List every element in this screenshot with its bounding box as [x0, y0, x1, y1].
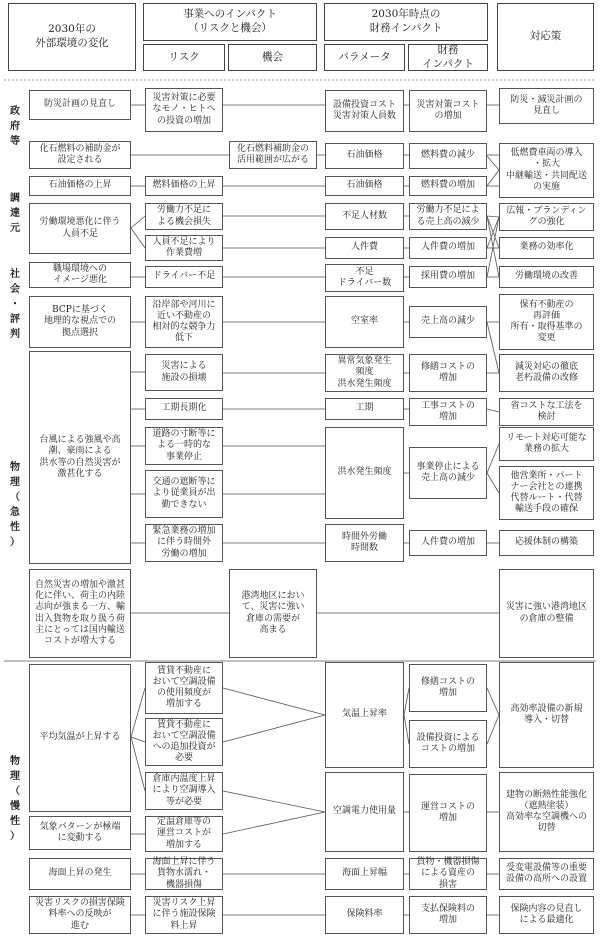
fin-f1: 災害対策コスト の増加 — [409, 90, 487, 132]
category-proc: 調 達 元 — [10, 192, 20, 234]
header-env: 2030年の 外部環境の変化 — [8, 3, 136, 71]
fin-f3: 燃料費の増加 — [409, 176, 487, 196]
param-p3: 石油価格 — [325, 176, 404, 196]
risk-r6: 沿岸部や河川に 近い不動産の 相対的な競争力 低下 — [145, 296, 223, 348]
fin-f14: 運営コストの 増加 — [409, 774, 487, 852]
env-e3: 石油価格の上昇 — [29, 176, 131, 196]
env-e6: BCPに基づく 地理的な視点での 拠点選択 — [29, 296, 131, 348]
env-e5: 職場環境への イメージ悪化 — [29, 262, 131, 288]
header-risk: リスク — [143, 44, 225, 71]
measure-m8: 省コストな工法を 検討 — [499, 398, 594, 426]
param-p14: 海面上昇幅 — [325, 858, 404, 890]
env-e1: 防災計画の見直し — [29, 90, 131, 120]
risk-r11: 緊急業務の増加 に伴う時間外 労働の増加 — [145, 524, 223, 562]
risk-r3: 労働力不足に よる機会損失 — [145, 203, 223, 230]
risk-r4: 人員不足により 作業費増 — [145, 235, 223, 261]
measure-m12: 災害に強い港湾地区 の倉庫の整備 — [499, 569, 594, 658]
fin-f15: 貨物・機器損傷 による資産の 損害 — [409, 858, 487, 890]
param-p13: 空調電力使用量 — [325, 772, 404, 852]
risk-r2: 燃料価格の上昇 — [145, 176, 223, 196]
category-soc: 社 会 ・ 評 判 — [10, 268, 20, 340]
param-p2: 石油価格 — [325, 143, 404, 169]
measure-m15: 受変電設備等の重要 設備の高所への設置 — [499, 858, 594, 890]
opp-o2: 港湾地区におい て、災害に強い 倉庫の需要が 高まる — [229, 569, 317, 658]
fin-f4: 労働力不足によ る売上高の減少 — [409, 203, 487, 230]
header-measures: 対応策 — [497, 3, 594, 71]
fin-f7: 売上高の減少 — [409, 306, 487, 338]
measure-m13: 高効率設備の新規 導入・切替 — [499, 662, 594, 768]
fin-f9: 工事コストの 増加 — [409, 398, 487, 426]
measure-m9: リモート対応可能な 業務の拡大 — [499, 427, 594, 461]
risk-r12: 賃貸不動産に おいて空調設備 の使用頻度が 増加する — [145, 662, 223, 714]
param-p9: 工期 — [325, 398, 404, 420]
param-p6: 不足 ドライバー数 — [325, 264, 404, 292]
fin-f2: 燃料費の減少 — [409, 143, 487, 169]
risk-r1: 災害対策に必要 なモノ・ヒトへ の投資の増加 — [145, 88, 223, 132]
risk-r9: 道路の寸断等に よる一時的な 事業停止 — [145, 427, 223, 465]
param-p4: 不足人材数 — [325, 203, 404, 230]
env-e8: 自然災害の増加や激甚 化に伴い、荷主の内陸 志向が強まる一方、輸 出入貨物を取り扱う荷 主にとっては国内輸送 コストが増大する — [29, 569, 131, 658]
param-p15: 保険料率 — [325, 896, 404, 934]
measure-m16: 保険内容の見直し による最適化 — [499, 896, 594, 934]
measure-m7: 減災対応の徹底 老朽設備の改修 — [499, 354, 594, 392]
measure-m3: 広報・ブランディン グの強化 — [499, 203, 594, 231]
measure-m10: 他営業所・パート ナー会社との連携 代替ルート・代替 輸送手段の確保 — [499, 466, 594, 520]
param-p1: 設備投資コスト 災害対策人員数 — [325, 90, 404, 132]
fin-f11: 人件費の増加 — [409, 530, 487, 556]
measure-m5: 労働環境の改善 — [499, 266, 594, 288]
measure-m2: 低燃費車両の導入 ・拡大 中継輸送・共同配送 の実施 — [499, 143, 594, 198]
fin-f16: 支払保険料の 増加 — [409, 896, 487, 934]
header-opportunity: 機会 — [228, 44, 317, 71]
risk-r14: 倉庫内温度上昇 により空調導入 等が必要 — [145, 772, 223, 810]
category-gov: 政 府 等 — [10, 105, 20, 147]
env-e4: 労働環境悪化に伴う 人員不足 — [29, 203, 131, 254]
fin-f12: 修繕コストの 増加 — [409, 664, 487, 712]
param-p12: 気温上昇率 — [325, 662, 404, 768]
env-e7: 台風による強風や高 潮、豪雨による 洪水等の自然災害が 激甚化する — [29, 351, 131, 564]
header-param: パラメータ — [324, 44, 405, 71]
param-p11: 時間外労働 時間数 — [325, 524, 404, 562]
env-e9: 平均気温が上昇する — [29, 664, 131, 812]
fin-f8: 修繕コストの 増加 — [409, 354, 487, 392]
measure-m6: 保有不動産の 再評価 所有・取得基準の 変更 — [499, 294, 594, 350]
risk-r16: 海面上昇に伴う 貨物水濡れ・ 機器損傷 — [145, 858, 223, 890]
param-p10: 洪水発生頻度 — [325, 427, 404, 519]
fin-f6: 採用費の増加 — [409, 266, 487, 288]
header-impact: 事業へのインパクト （リスクと機会） — [143, 3, 317, 41]
measure-m1: 防災・減災計画の 見直し — [499, 88, 594, 124]
measure-m14: 建物の断熱性能強化 （遮熱塗装） 高効率な空調機への 切替 — [499, 772, 594, 852]
opp-o1: 化石燃料補助金の 活用範囲が広がる — [229, 141, 317, 169]
category-chronic: 物 理 （ 慢 性 ） — [10, 756, 20, 842]
header-fin: 2030年時点の 財務インパクト — [324, 3, 488, 41]
measure-m4: 業務の効率化 — [499, 237, 594, 259]
measure-m11: 応援体制の構築 — [499, 530, 594, 556]
risk-r15: 定温倉庫等の 運営コストが 増加する — [145, 816, 223, 852]
risk-r7: 災害による 施設の損壊 — [145, 354, 223, 391]
fin-f10: 事業停止による 売上高の減少 — [409, 447, 487, 499]
risk-r17: 災害リスク上昇 に伴う施設保険 料上昇 — [145, 896, 223, 934]
param-p7: 空室率 — [325, 296, 404, 348]
env-e11: 海面上昇の発生 — [29, 858, 131, 890]
fin-f13: 設備投資による コストの増加 — [409, 720, 487, 768]
risk-r10: 交通の遮断等に より従業員が出 勤できない — [145, 470, 223, 518]
fin-f5: 人件費の増加 — [409, 237, 487, 259]
category-acute: 物 理 （ 急 性 ） — [10, 462, 20, 548]
env-e10: 気象パターンが極端 に変動する — [29, 816, 131, 850]
param-p5: 人件費 — [325, 237, 404, 259]
env-e2: 化石燃料の補助金が 設定される — [29, 141, 131, 169]
risk-r5: ドライバー不足 — [145, 266, 223, 288]
env-e12: 災害リスクの損害保険 料率への反映が 進む — [29, 896, 131, 934]
header-fin-impact: 財務 インパクト — [408, 44, 488, 71]
risk-r13: 賃貸不動産に おいて空調設備 への追加投資が 必要 — [145, 718, 223, 766]
param-p8: 異常気象発生 頻度 洪水発生頻度 — [325, 354, 404, 392]
risk-r8: 工期長期化 — [145, 398, 223, 420]
